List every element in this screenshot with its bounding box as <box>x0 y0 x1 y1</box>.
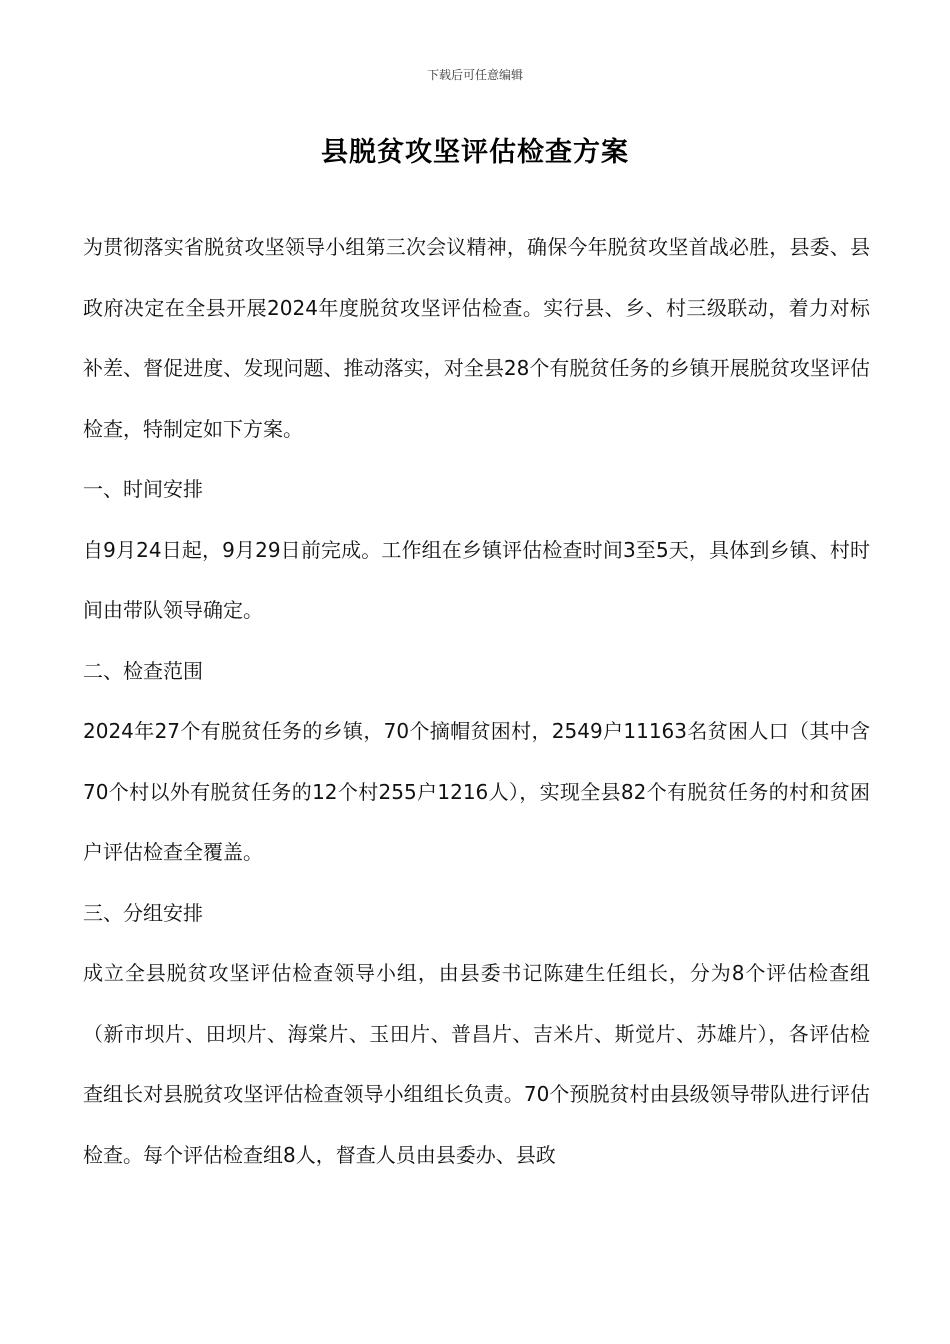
section-heading-schedule: 一、时间安排 <box>83 477 203 501</box>
intro-paragraph: 为贯彻落实省脱贫攻坚领导小组第三次会议精神，确保今年脱贫攻坚首战必胜，县委、县政府决定在全县开展2024年度脱贫攻坚评估检查。实行县、乡、村三级联动，着力对标补差、督促进度、发现问题、推动落实，对全县28个有脱贫任务的乡镇开展脱贫攻坚评估检查，特制定如下方案。 <box>83 235 870 441</box>
section-heading-scope: 二、检查范围 <box>83 658 203 683</box>
header-note: 下载后可任意编辑 <box>426 68 523 82</box>
section-paragraph-grouping: 成立全县脱贫攻坚评估检查领导小组，由县委书记陈建生任组长，分为8个评估检查组（新市坝片、田坝片、海棠片、玉田片、普昌片、吉米片、斯觉片、苏雄片），各评估检查组长对县脱贫攻坚评估检查领导小组组长负责。70个预脱贫村由县级领导带队进行评估检查。每个评估检查组8人，督查人员由县委办、县政 <box>83 961 870 1167</box>
section-heading-grouping: 三、分组安排 <box>83 900 203 925</box>
section-paragraph-scope: 2024年27个有脱贫任务的乡镇，70个摘帽贫困村，2549户11163名贫困人口（其中含70个村以外有脱贫任务的12个村255户1216人），实现全县82个有脱贫任务的村和贫困户评估检查全覆盖。 <box>83 719 870 864</box>
document-body <box>83 217 870 1185</box>
section-paragraph-schedule: 自9月24日起，9月29日前完成。工作组在乡镇评估检查时间3至5天，具体到乡镇、村时间由带队领导确定。 <box>83 537 870 622</box>
document-title: 县脱贫攻坚评估检查方案 <box>321 137 629 168</box>
